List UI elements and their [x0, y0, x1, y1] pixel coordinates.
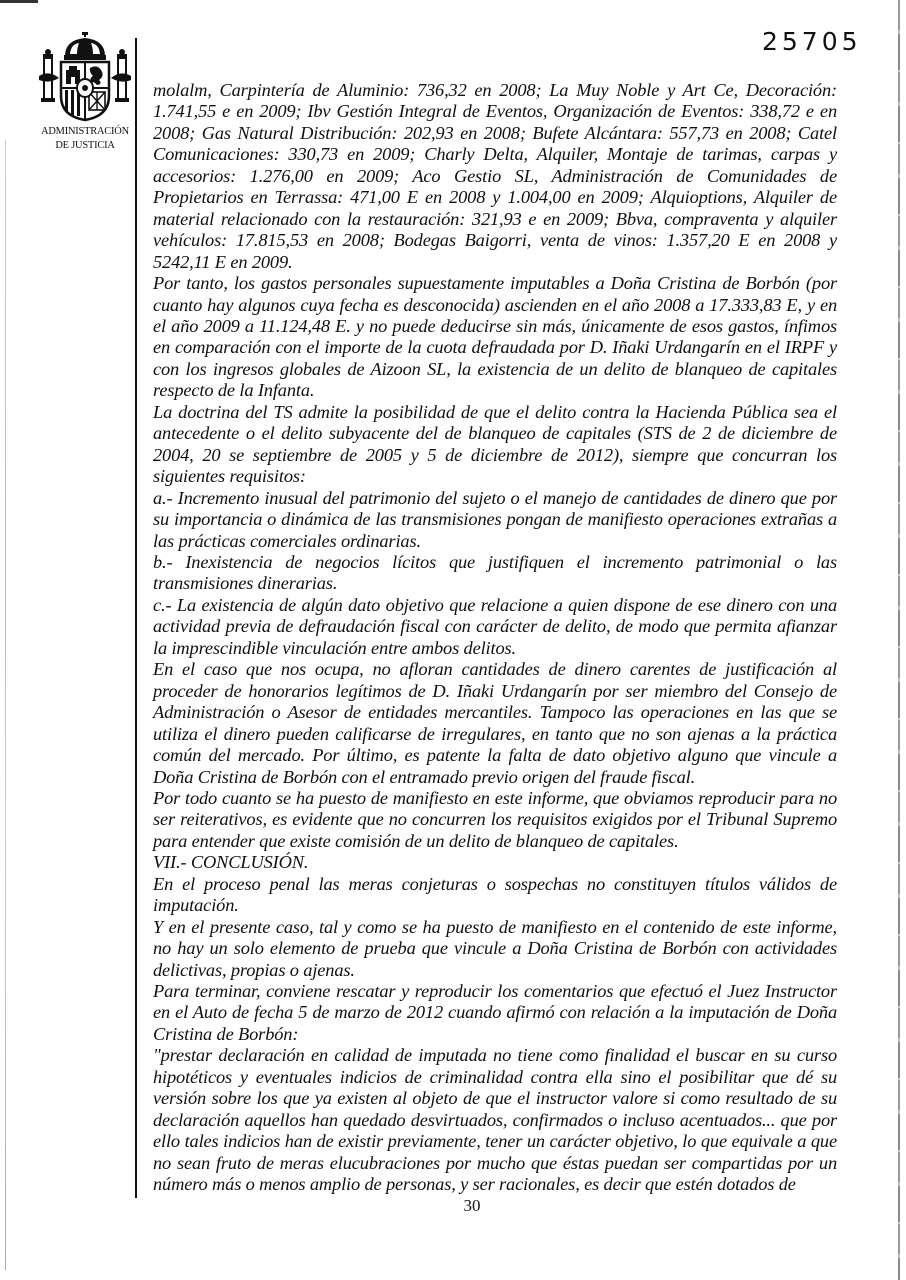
paragraph-personal-expenses: Por tanto, los gastos personales supuestamente imputables a Doña Cristina de Borbón (por cuanto hay algunos cuya fecha es desconocida) ascienden en el año 2008 a 17.333,83 E, y en el año 2009 a 11.124,48 E. y no puede deducirse sin más, únicamente de esos gastos, ínfimos en comparación con el importe de la cuota defraudada por D. Iñaki Urdangarín en el IRPF y con los ingresos globales de Aizoon SL, la existencia de un delito de blanqueo de capitales respecto de la Infanta. — [153, 273, 837, 401]
scan-edge-left — [5, 140, 6, 1270]
document-body — [153, 80, 837, 1196]
requirement-b: b.- Inexistencia de negocios lícitos que justifiquen el incremento patrimonial o las transmisiones dinerarias. — [153, 551, 837, 594]
emblem-label-line1: ADMINISTRACIÓN — [41, 126, 129, 137]
emblem — [33, 32, 137, 152]
paragraph-conjectures: En el proceso penal las meras conjeturas o sospechas no constituyen títulos válidos de imputación. — [153, 873, 837, 916]
paragraph-requirements-not-met: Por todo cuanto se ha puesto de manifiesto en este informe, que obviamos reproducir para no ser reiterativos, es evidente que no concurren los requisitos exigidos por el Tribunal Supremo para entender que existe comisión de un delito de blanqueo de capitales. — [153, 787, 837, 851]
emblem-label-line2: DE JUSTICIA — [55, 140, 115, 151]
paragraph-case-analysis: En el caso que nos ocupa, no afloran cantidades de dinero carentes de justificación al proceder de honorarios legítimos de D. Iñaki Urdangarín por ser miembro del Consejo de Administración o Asesor de entidades mercantiles. Tampoco las operaciones en las que se utiliza el dinero pueden calificarse de irregulares, en tanto que no son ajenas a la práctica común del mercado. Por último, es patente la falta de dato objetivo alguno que vincule a Doña Cristina de Borbón con el entramado previo origen del fraude fiscal. — [153, 659, 837, 787]
spain-coat-of-arms-icon — [35, 32, 135, 124]
scan-top-bar — [0, 0, 38, 3]
paragraph-judge-comments: Para terminar, conviene rescatar y reproducir los comentarios que efectuó el Juez Instructor en el Auto de fecha 5 de marzo de 2012 cuando afirmó con relación a la imputación de Doña Cristina de Borbón: — [153, 981, 837, 1044]
section-heading-conclusion: VII.- CONCLUSIÓN. — [153, 852, 309, 873]
bulletin-page-stamp: 25705 — [762, 27, 862, 56]
quoted-auto-excerpt: "prestar declaración en calidad de imputada no tiene como finalidad el buscar en su curso hipotéticos y eventuales indicios de criminalidad contra ella sino el posibilitar que dé su versión sobre los que ya existen al objeto de que el instructor valore si como resultado de su declaración aquellos han quedado desvirtuados, confirmados o incluso acentuados... que por ello tales indicios han de existir previamente, tener un carácter objetivo, lo que equivale a que no sean fruto de meras elucubraciones por mucho que éstas puedan ser compartidas por un número más o menos amplio de personas, y ser racionales, es decir que estén dotados de — [153, 1045, 837, 1195]
paragraph-no-evidence: Y en el presente caso, tal y como se ha puesto de manifiesto en el contenido de este informe, no hay un solo elemento de prueba que vincule a Doña Cristina de Borbón con actividades delictivas, propias o ajenas. — [153, 916, 837, 980]
requirement-c: c.- La existencia de algún dato objetivo que relacione a quien dispone de ese dinero con una actividad previa de defraudación fiscal con carácter de delito, de modo que permita afianzar la imprescindible vinculación entre ambos delitos. — [153, 594, 837, 658]
margin-divider — [135, 38, 137, 1198]
paragraph-ts-doctrine: La doctrina del TS admite la posibilidad de que el delito contra la Hacienda Pública sea el antecedente o el delito subyacente del de blanqueo de capitales (STS de 2 de diciembre de 2004, 20 se septiembre de 2005 y 5 de diciembre de 2012), siempre que concurran los siguientes requisitos: — [153, 401, 837, 487]
paragraph-expense-list: molalm, Carpintería de Aluminio: 736,32 en 2008; La Muy Noble y Art Ce, Decoración: 1.741,55 e en 2009; Ibv Gestión Integral de Eventos, Organización de Eventos: 338,72 e en 2008; Gas Natural Distribución: 202,93 en 2008; Bufete Alcántara: 557,73 en 2008; Catel Comunicaciones: 330,73 en 2009; Charly Delta, Alquiler, Montaje de tarimas, carpas y accesorios: 1.276,00 en 2009; Aco Gestio SL, Administración de Comunidades de Propietarios en Terrassa: 471,00 E en 2008 y 1.004,00 en 2009; Alquioptions, Alquiler de material relacionado con la restauración: 321,93 e en 2009; Bbva, compraventa y alquiler vehículos: 17.815,53 en 2008; Bodegas Baigorri, venta de vinos: 1.357,20 E en 2008 y 5242,11 E en 2009. — [153, 80, 837, 272]
requirement-a: a.- Incremento inusual del patrimonio del sujeto o el manejo de cantidades de dinero que por su importancia o dinámica de las transmisiones pongan de manifiesto operaciones extrañas a las prácticas comerciales ordinarias. — [153, 487, 837, 551]
scan-edge-right — [898, 0, 900, 1280]
page-number: 30 — [463, 1196, 481, 1215]
